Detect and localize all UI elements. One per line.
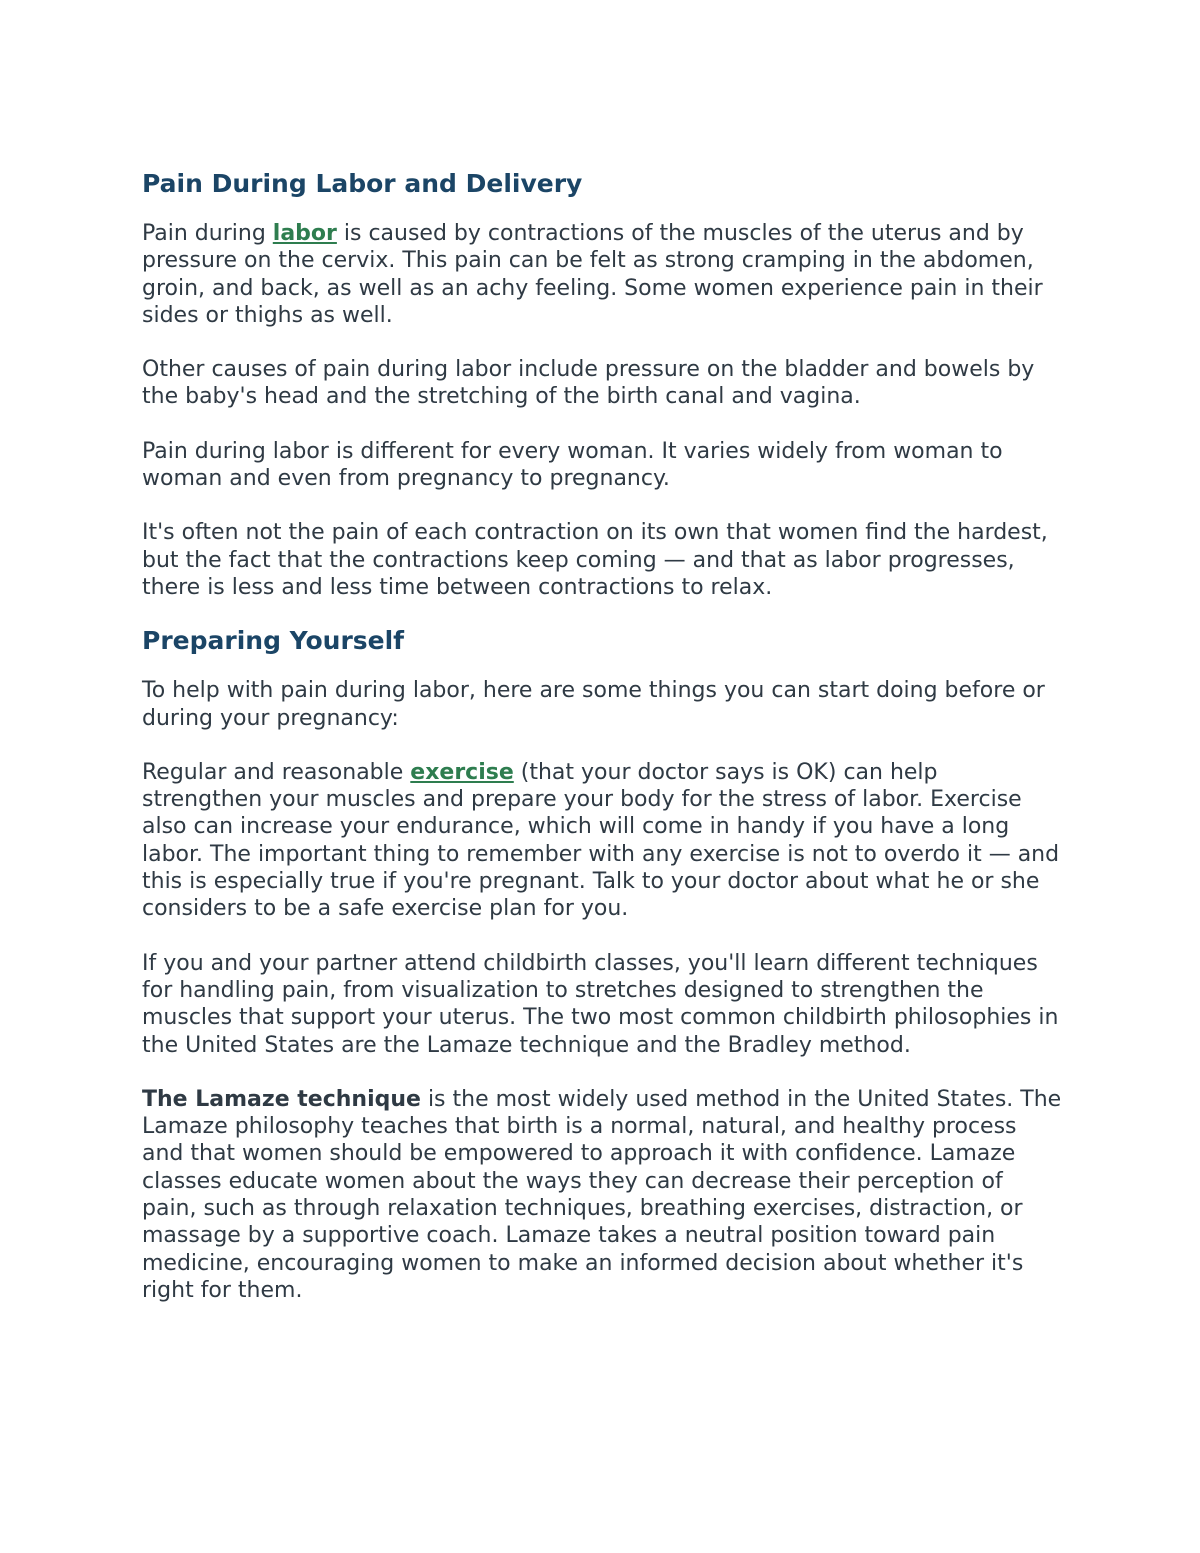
text-segment: is the most widely used method in the United States. The Lamaze philosophy teaches that birth is a normal, natural, and healthy process and that women should be empowered to approach it with confidence. Lamaze classes educate women about the ways they can decrease their perception of pain, such as through relaxation techniques, breathing exercises, distraction, or massage by a supportive coach. Lamaze takes a neutral position toward pain medicine, encouraging women to make an informed decision about whether it's right for them. — [142, 1086, 1062, 1303]
document-page — [142, 166, 1062, 1304]
paragraph-contractions-keep-coming: It's often not the pain of each contraction on its own that women find the hardest, but the fact that the contractions keep coming — and that as labor progresses, there is less and less time between contractions to relax. — [142, 520, 1048, 600]
exercise-link[interactable]: exercise — [410, 759, 514, 785]
labor-link[interactable]: labor — [272, 221, 337, 246]
text-segment: is caused by contractions of the muscles of the uterus and by pressure on the cervix. This pain can be felt as strong cramping in the abdomen, groin, and back, as well as an achy feeling. Some women experience pain in their sides or thighs as well. — [142, 221, 1043, 328]
text-segment: Regular and reasonable — [142, 759, 411, 785]
paragraph-childbirth-classes: If you and your partner attend childbirth classes, you'll learn different techniques for handling pain, from visualization to stretches designed to strengthen the muscles that support your uterus. The two most common childbirth philosophies in the United States are the Lamaze technique and the Bradley method. — [142, 950, 1059, 1058]
paragraph-exercise — [142, 759, 1062, 923]
paragraph-labor-pain-causes — [142, 220, 1062, 329]
text-segment: Pain during — [142, 221, 273, 246]
lamaze-term: The Lamaze technique — [142, 1086, 421, 1112]
heading-pain-during-labor: Pain During Labor and Delivery — [142, 169, 583, 198]
heading-preparing-yourself: Preparing Yourself — [142, 626, 405, 656]
paragraph-pain-differs: Pain during labor is different for every woman. It varies widely from woman to woman and even from pregnancy to pregnancy. — [142, 438, 1003, 492]
paragraph-lamaze-technique — [142, 1086, 1062, 1304]
paragraph-other-causes: Other causes of pain during labor include pressure on the bladder and bowels by the baby's head and the stretching of the birth canal and vagina. — [142, 357, 1035, 410]
paragraph-help-with-pain: To help with pain during labor, here are some things you can start doing before or during your pregnancy: — [142, 678, 1045, 731]
text-segment: (that your doctor says is OK) can help strengthen your muscles and prepare your body for the stress of labor. Exercise also can increase your endurance, which will come in handy if you have a long labor. The important thing to remember with any exercise is not to overdo it — and this is especially true if you're pregnant. Talk to your doctor about what he or she considers to be a safe exercise plan for you. — [142, 759, 1060, 922]
